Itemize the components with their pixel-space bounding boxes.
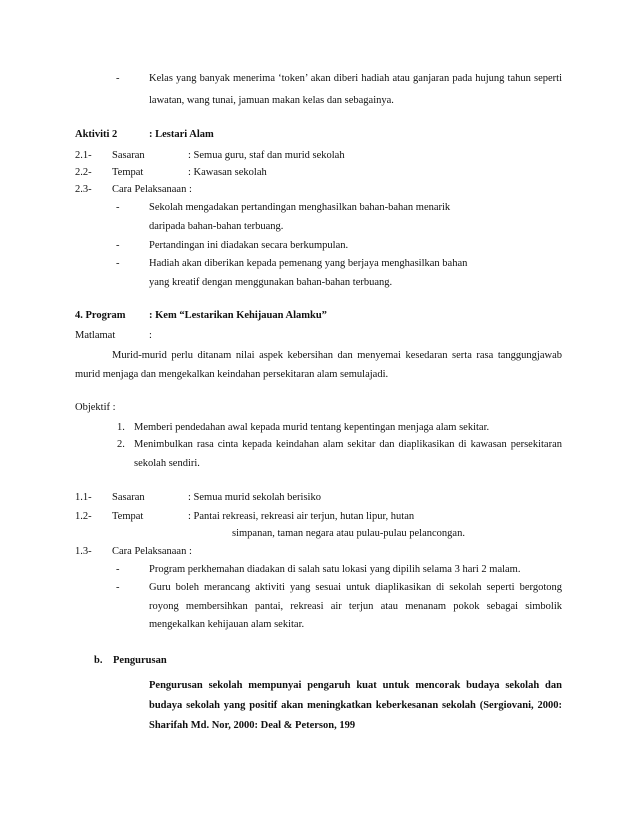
paragraph-line: Sekolah mengadakan pertandingan menghasilkan bahan-bahan menarik: [149, 202, 451, 213]
matlamat-colon: :: [149, 330, 152, 341]
section-heading-label: 4. Program: [75, 310, 126, 321]
bullet-dash: -: [116, 240, 120, 251]
paragraph-line: Menimbulkan rasa cinta kepada keindahan alam sekitar dan diaplikasikan di kawasan persekitaran: [134, 439, 562, 450]
paragraph-line: budaya sekolah yang positif akan meningkatkan keberkesanan sekolah (Sergiovani, 2000:: [149, 700, 562, 711]
subsection-letter: b.: [94, 655, 103, 666]
paragraph-line: Kelas yang banyak menerima ‘token’ akan diberi hadiah atau ganjaran pada hujung tahun seperti: [149, 73, 562, 84]
bullet-dash: -: [116, 258, 120, 269]
paragraph-line: Pertandingan ini diadakan secara berkumpulan.: [149, 240, 349, 251]
list-number: 1.: [117, 422, 125, 433]
paragraph-line: murid menjaga dan mengekalkan keindahan persekitaran alam semulajadi.: [75, 369, 389, 380]
item-value: : Pantai rekreasi, rekreasi air terjun, hutan lipur, hutan: [188, 511, 415, 522]
matlamat-label: Matlamat: [75, 330, 116, 341]
item-value: : Kawasan sekolah: [188, 167, 267, 178]
bullet-dash: -: [116, 73, 120, 84]
paragraph-line: Hadiah akan diberikan kepada pemenang yang berjaya menghasilkan bahan: [149, 258, 468, 269]
subsection-title: Pengurusan: [113, 655, 167, 666]
section-heading-title: : Kem “Lestarikan Kehijauan Alamku”: [149, 310, 327, 321]
item-label: Tempat: [112, 167, 144, 178]
item-number: 1.2-: [75, 511, 92, 522]
paragraph-line: royong membersihkan pantai, rekreasi air terjun atau menanam pokok sebagai simbolik: [149, 601, 562, 612]
paragraph-line: mengekalkan kehijauan alam sekitar.: [149, 619, 305, 630]
paragraph-line: Sharifah Md. Nor, 2000: Deal & Peterson, 199: [149, 720, 356, 731]
item-number: 2.3-: [75, 184, 92, 195]
paragraph-line: daripada bahan-bahan terbuang.: [149, 221, 284, 232]
item-number: 1.3-: [75, 546, 92, 557]
paragraph-line: Pengurusan sekolah mempunyai pengaruh kuat untuk mencorak budaya sekolah dan: [149, 680, 562, 691]
list-number: 2.: [117, 439, 125, 450]
bullet-dash: -: [116, 202, 120, 213]
item-number: 2.2-: [75, 167, 92, 178]
paragraph-line: Program perkhemahan diadakan di salah satu lokasi yang dipilih selama 3 hari 2 malam.: [149, 564, 521, 575]
section-heading-label: Aktiviti 2: [75, 129, 118, 140]
item-number: 1.1-: [75, 492, 92, 503]
bullet-dash: -: [116, 582, 120, 593]
item-label: Sasaran: [112, 150, 145, 161]
item-label: Sasaran: [112, 492, 145, 503]
section-heading-title: : Lestari Alam: [149, 129, 214, 140]
paragraph-line: Memberi pendedahan awal kepada murid tentang kepentingan menjaga alam sekitar.: [134, 422, 490, 433]
paragraph-line: sekolah sendiri.: [134, 458, 200, 469]
item-value-continued: simpanan, taman negara atau pulau-pulau pelancongan.: [232, 528, 465, 539]
bullet-dash: -: [116, 564, 120, 575]
item-label: Cara Pelaksanaan :: [112, 546, 192, 557]
paragraph-line: Guru boleh merancang aktiviti yang sesuai untuk diaplikasikan di sekolah seperti bergotong: [149, 582, 562, 593]
paragraph-line: yang kreatif dengan menggunakan bahan-bahan terbuang.: [149, 277, 393, 288]
objektif-label: Objektif :: [75, 402, 116, 413]
item-number: 2.1-: [75, 150, 92, 161]
item-value: : Semua murid sekolah berisiko: [188, 492, 321, 503]
item-label: Cara Pelaksanaan :: [112, 184, 192, 195]
item-label: Tempat: [112, 511, 144, 522]
item-value: : Semua guru, staf dan murid sekolah: [188, 150, 345, 161]
paragraph-line: lawatan, wang tunai, jamuan makan kelas dan sebagainya.: [149, 95, 394, 106]
paragraph-line: Murid-murid perlu ditanam nilai aspek kebersihan dan menyemai kesedaran serta rasa tanggungjawab: [112, 350, 562, 361]
